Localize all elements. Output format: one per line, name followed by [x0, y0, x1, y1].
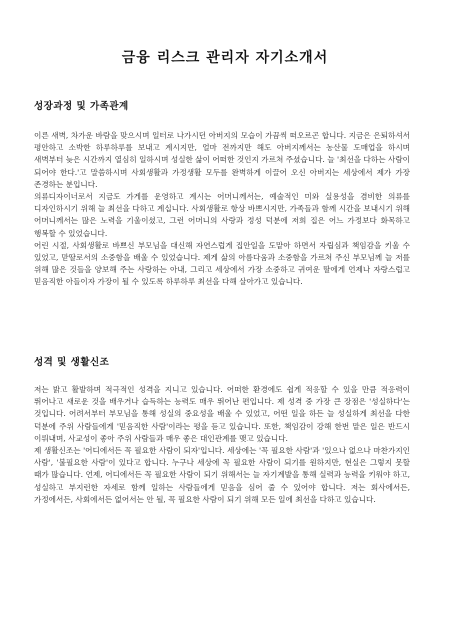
paragraph: 어린 시절, 사회생활로 바쁘신 부모님을 대신해 자연스럽게 집안일을 도맡아 하면서 자립심과 책임감을 키울 수 있었고, 맏딸로서의 소중함을 배울 수 있었습니다. 제게 삶의 아름다움과 소중함을 가르쳐 주신 부모님께 늘 저를 위해 많은 것들을 양보해 주는 사랑하는 아내, 그리고 세상에서 가장 소중하고 귀여운 딸에게 언제나 자랑스럽고 믿음직한 아들이자 가장이 될 수 있도록 하루하루 최선을 다해 살아가고 있습니다.: [34, 240, 410, 287]
paragraph: 저는 밝고 활발하며 적극적인 성격을 지니고 있습니다. 어떠한 환경에도 쉽게 적응할 수 있을 만큼 적응력이 뛰어나고 새로운 것을 배우거나 습득하는 능력도 매우 뛰어난 편입니다. 제 성격 중 가장 큰 장점은 '성실하다'는 것입니다. 어려서부터 부모님을 통해 성실의 중요성을 배울 수 있었고, 어떤 일을 하든 늘 성실하게 최선을 다한 덕분에 주위 사람들에게 '믿음직한 사람'이라는 평을 듣고 있습니다. 또한, 책임감이 강해 한번 맡은 일은 반드시 이뤄내며, 사교성이 좋아 주위 사람들과 매우 좋은 대인관계를 맺고 있습니다.: [34, 385, 410, 443]
section-personality-motto: [34, 354, 410, 506]
document-title: 금융 리스크 관리자 자기소개서: [121, 50, 329, 66]
paragraph: 의류디자이너로서 지금도 가게를 운영하고 계시는 어머니께서는, 예술적인 미와 실용성을 겸비한 의류를 디자인하시기 위해 늘 최선을 다하고 계십니다. 사회생활로 항상 바쁘시지만, 가족들과 함께 시간을 보내시기 위해 어머니께서는 많은 노력을 기울이셨고, 그런 어머니의 사랑과 정성 덕분에 저희 집은 어느 가정보다 화목하고 행복할 수 있었습니다.: [34, 192, 410, 238]
paragraph: 제 생활신조는 '어디에서든 꼭 필요한 사람이 되자'입니다. 세상에는 '꼭 필요한 사람'과 '있으나 없으나 마찬가지인 사람', '불필요한 사람'이 있다고 합니다. 누구나 세상에 꼭 필요한 사람이 되기를 원하지만, 현실은 그렇지 못할 때가 많습니다. 언제, 어디에서든 꼭 필요한 사람이 되기 위해서는 늘 자기계발을 통해 실력과 능력을 키워야 하고, 성실하고 부지런한 자세로 함께 일하는 사람들에게 믿음을 심어 줄 수 있어야 합니다. 저는 회사에서든, 가정에서든, 사회에서든 없어서는 안 될, 꼭 필요한 사람이 되기 위해 모든 일에 최선을 다하고 있습니다.: [34, 446, 410, 504]
paragraph: 이른 새벽, 차가운 바람을 맞으시며 일터로 나가시던 아버지의 모습이 가끔씩 떠오르곤 합니다. 지금은 은퇴하셔서 평안하고 소박한 하루하루를 보내고 계시지만, 얼마 전까지만 해도 아버지께서는 농산물 도매업을 하시며 새벽부터 늦은 시간까지 열심히 일하시며 성실한 삶이 어떠한 것인지 가르쳐 주셨습니다. 늘 '최선을 다하는 사람이 되어야 한다.'고 말씀하시며 사회생활과 가정생활 모두를 완벽하게 이끌어 오신 아버지는 세상에서 제가 가장 존경하는 분입니다.: [34, 131, 410, 189]
section-growth-family: [34, 98, 410, 289]
section-heading: 성장과정 및 가족관계: [34, 101, 129, 112]
section-heading: 성격 및 생활신조: [34, 357, 110, 368]
